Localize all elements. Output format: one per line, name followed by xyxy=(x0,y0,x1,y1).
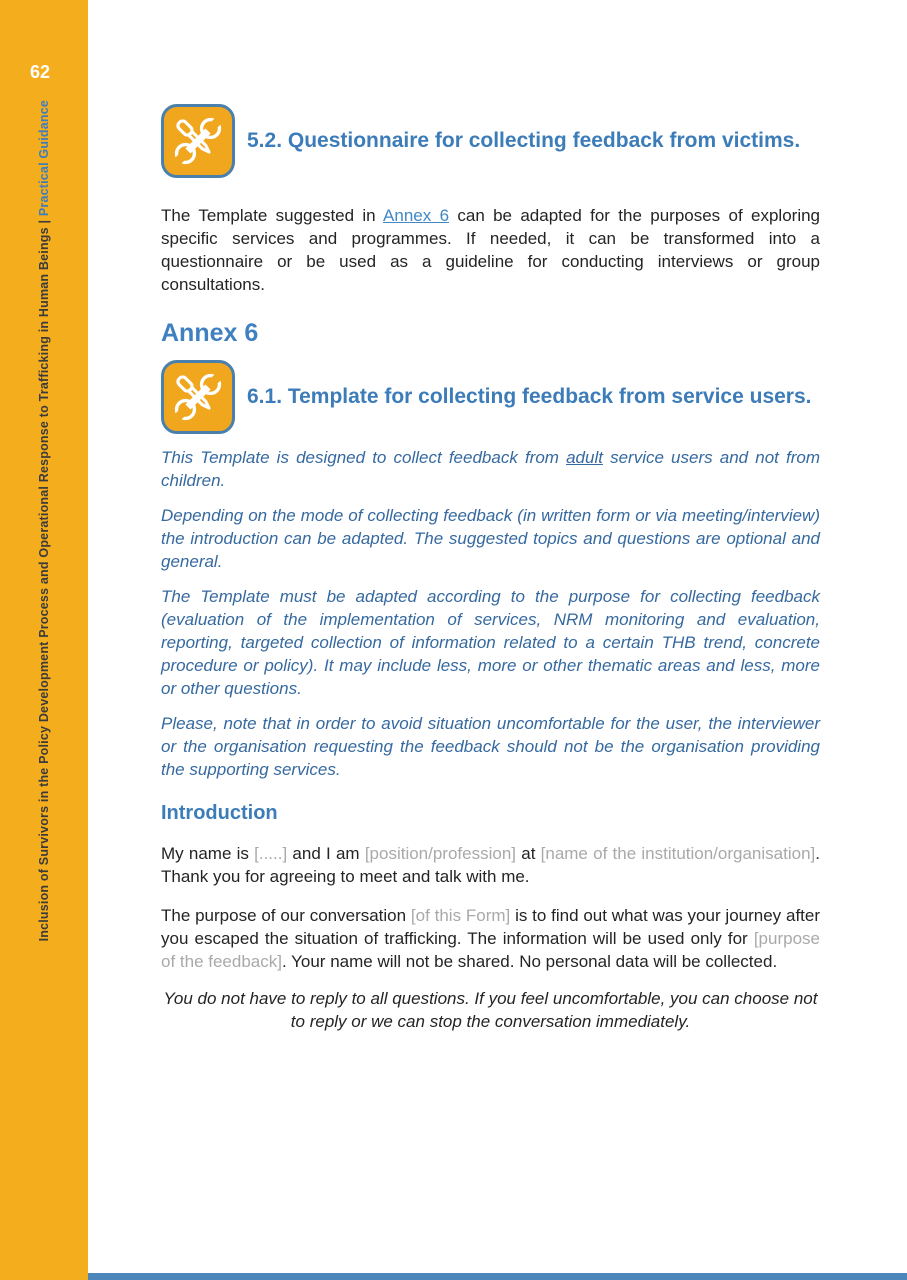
bottom-accent-bar xyxy=(88,1273,907,1280)
placeholder-institution: [name of the institution/organisation] xyxy=(540,844,816,863)
note-paragraph-3: The Template must be adapted according to the purpose for collecting feedback (evaluation of the implementation of services, NRM monitoring and evaluation, reporting, targeted collection of information related to a certain THB trend, concrete procedure or policy). It may include less, more or other thematic areas and less, more or other questions. xyxy=(161,587,820,698)
placeholder-position: [position/profession] xyxy=(364,844,517,863)
intro-paragraph-1 xyxy=(161,842,820,888)
note-text: service users and not from children. xyxy=(161,448,820,490)
note-text: This Template is designed to collect feedback from xyxy=(161,448,567,467)
section-5-2-header xyxy=(161,104,820,178)
annex-6-link[interactable]: Annex 6 xyxy=(383,206,450,225)
placeholder-form: [of this Form] xyxy=(410,906,511,925)
section-5-2-heading: 5.2. Questionnaire for collecting feedback from victims. xyxy=(247,128,801,152)
paragraph-text: . Your name will not be shared. No personal data will be collected. xyxy=(281,952,778,971)
paragraph-text: . Thank you for agreeing to meet and talk with me. xyxy=(161,844,820,886)
paragraph-text: at xyxy=(516,844,541,863)
sidebar-vertical-text xyxy=(0,100,88,942)
paragraph-text: can be adapted for the purposes of exploring specific services and programmes. If needed, it can be transformed into a questionnaire or be used as a guideline for conducting interviews or group consultations. xyxy=(161,206,821,294)
intro-paragraph-2 xyxy=(161,904,820,973)
placeholder-purpose: [purpose of the feedback] xyxy=(161,929,820,971)
section-5-2-paragraph xyxy=(161,204,820,296)
main-content xyxy=(88,0,907,1033)
underlined-word: adult xyxy=(566,448,603,467)
crossed-tools-icon xyxy=(161,360,235,434)
note-paragraph-4: Please, note that in order to avoid situation uncomfortable for the user, the interviewer or the organisation requesting the feedback should not be the organisation providing the supporting services. xyxy=(161,714,820,779)
note-paragraph-2: Depending on the mode of collecting feedback (in written form or via meeting/interview) the introduction can be adapted. The suggested topics and questions are optional and general. xyxy=(161,506,820,571)
paragraph-text: The Template suggested in xyxy=(161,206,384,225)
sidebar-vertical-title: Inclusion of Survivors in the Policy Development Process and Operational Response to Trafficking in Human Beings xyxy=(37,227,51,942)
page-number: 62 xyxy=(30,62,51,82)
note-paragraph-1 xyxy=(161,446,820,492)
crossed-tools-icon xyxy=(161,104,235,178)
paragraph-text: My name is xyxy=(161,844,255,863)
paragraph-text: and I am xyxy=(287,844,365,863)
annex-6-heading: Annex 6 xyxy=(161,319,259,347)
introduction-heading: Introduction xyxy=(161,802,278,824)
section-6-1-heading: 6.1. Template for collecting feedback from service users. xyxy=(247,384,812,408)
sidebar-separator: | xyxy=(37,216,51,228)
placeholder-dots: [.....] xyxy=(254,844,288,863)
paragraph-text: The purpose of our conversation xyxy=(161,906,411,925)
paragraph-text: is to find out what was your journey after you escaped the situation of trafficking. The information will be used only for xyxy=(161,906,821,948)
closing-note: You do not have to reply to all questions. If you feel uncomfortable, you can choose not to reply or we can stop the conversation immediately. xyxy=(163,989,818,1031)
sidebar xyxy=(0,0,88,1280)
section-6-1-header xyxy=(161,360,820,434)
practical-guidance-label: Practical Guidance xyxy=(37,100,51,217)
